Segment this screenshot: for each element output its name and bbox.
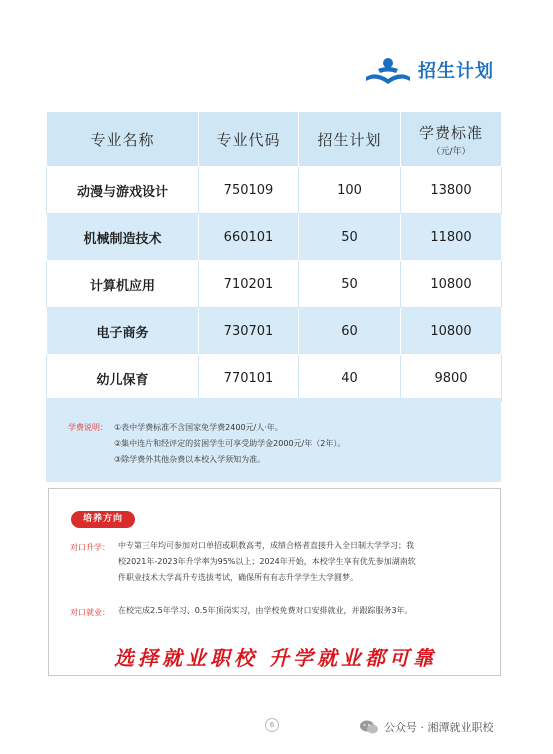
fee-notes-label: 学费说明： xyxy=(68,423,108,432)
watermark xyxy=(359,716,494,738)
path-text-employment xyxy=(118,603,490,619)
major-code: 730701 xyxy=(199,308,299,355)
tuition-fee: 11800 xyxy=(401,214,502,261)
tuition-fee: 10800 xyxy=(401,308,502,355)
major-name: 机械制造技术 xyxy=(47,214,199,261)
page-number: 6 xyxy=(265,718,279,732)
table-row xyxy=(47,308,502,355)
column-header-code: 专业代码 xyxy=(199,112,299,167)
tuition-fee: 10800 xyxy=(401,261,502,308)
path-label-further-study: 对口升学： xyxy=(70,543,110,552)
major-code: 660101 xyxy=(199,214,299,261)
major-name: 计算机应用 xyxy=(47,261,199,308)
watermark-text: 公众号 · 湘潭就业职校 xyxy=(384,721,494,734)
open-book-person-logo xyxy=(364,57,412,87)
enrollment-table xyxy=(46,111,501,402)
table-header-row xyxy=(47,112,502,167)
path-text-line: 中专第三年均可参加对口单招或职教高考，成绩合格者直接升入全日制大学学习；我 xyxy=(118,541,414,550)
fee-unit-label: （元/年） xyxy=(431,146,471,157)
fee-note-line: ①表中学费标准不含国家免学费2400元/人·年。 xyxy=(114,423,283,432)
major-code: 710201 xyxy=(199,261,299,308)
tuition-fee: 13800 xyxy=(401,167,502,214)
path-text-line: 在校完成2.5年学习、0.5年顶岗实习，由学校免费对口安排就业，并跟踪服务3年。 xyxy=(118,606,413,615)
table-row xyxy=(47,167,502,214)
training-badge: 培养方向 xyxy=(71,511,135,528)
enrollment-plan: 50 xyxy=(299,214,401,261)
enrollment-plan: 40 xyxy=(299,355,401,402)
fee-header-label: 学费标准 xyxy=(418,123,483,142)
enrollment-plan: 100 xyxy=(299,167,401,214)
major-code: 750109 xyxy=(199,167,299,214)
enrollment-plan: 60 xyxy=(299,308,401,355)
path-label-employment: 对口就业： xyxy=(70,608,110,617)
column-header-plan: 招生计划 xyxy=(299,112,401,167)
table-row xyxy=(47,355,502,402)
training-direction xyxy=(48,488,501,676)
column-header-fee xyxy=(401,112,502,167)
fee-notes xyxy=(46,398,501,482)
slogan: 选择就业职校 升学就业都可靠 xyxy=(114,646,437,670)
path-text-line: 校2021年-2023年升学率为95%以上；2024年开始，本校学生享有优先参加湖南软 xyxy=(118,557,416,566)
table-row xyxy=(47,261,502,308)
major-name: 幼儿保育 xyxy=(47,355,199,402)
fee-note-line: ②集中连片和经评定的贫困学生可享受助学金2000元/年（2年）。 xyxy=(114,439,346,448)
table-row xyxy=(47,214,502,261)
column-header-major: 专业名称 xyxy=(47,112,199,167)
section-title: 招生计划 xyxy=(418,61,494,82)
section-header xyxy=(360,55,520,91)
path-text-further-study xyxy=(118,538,490,586)
major-name: 动漫与游戏设计 xyxy=(47,167,199,214)
wechat-icon xyxy=(359,719,379,735)
fee-note-line: ③除学费外其他杂费以本校入学须知为准。 xyxy=(114,455,266,464)
major-name: 电子商务 xyxy=(47,308,199,355)
major-code: 770101 xyxy=(199,355,299,402)
tuition-fee: 9800 xyxy=(401,355,502,402)
path-text-line: 件职业技术大学高升专选拔考试，确保所有有志升学学生大学圆梦。 xyxy=(118,573,358,582)
enrollment-plan: 50 xyxy=(299,261,401,308)
